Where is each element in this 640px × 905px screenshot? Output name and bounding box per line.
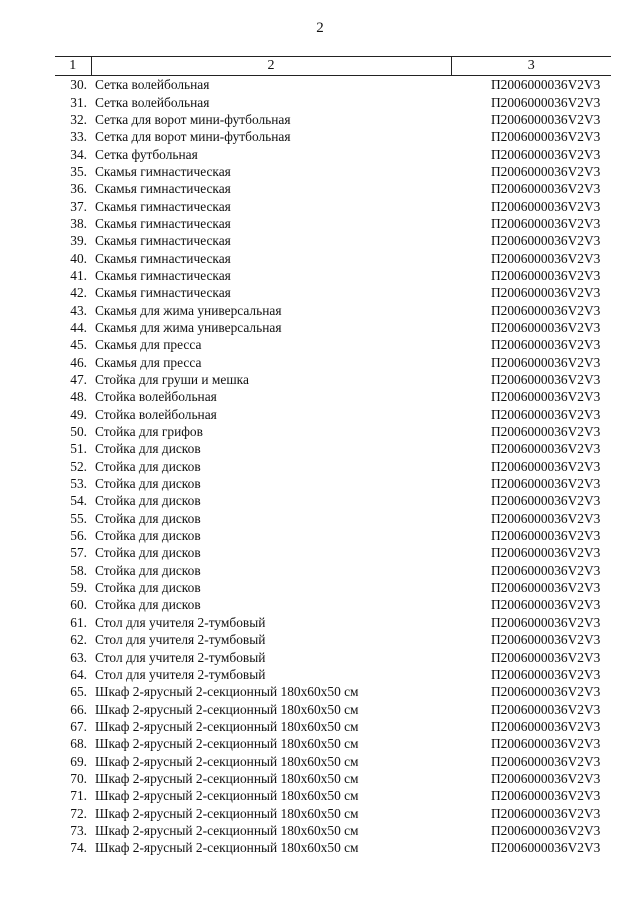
item-code: П2006000036V2V3 xyxy=(491,736,601,752)
item-code: П2006000036V2V3 xyxy=(491,319,601,335)
table-row xyxy=(55,614,611,631)
item-code: П2006000036V2V3 xyxy=(491,389,601,405)
table-row xyxy=(55,631,611,648)
table-row xyxy=(55,128,611,145)
item-name: Скамья гимнастическая xyxy=(95,250,231,266)
item-name: Шкаф 2-ярусный 2-секционный 180х60х50 см xyxy=(95,736,359,752)
row-number: 54. xyxy=(70,493,87,509)
row-number: 32. xyxy=(70,111,87,127)
item-code: П2006000036V2V3 xyxy=(491,510,601,526)
table-row xyxy=(55,163,611,180)
item-name: Стол для учителя 2-тумбовый xyxy=(95,666,266,682)
item-name: Стойка для дисков xyxy=(95,510,201,526)
item-name: Шкаф 2-ярусный 2-секционный 180х60х50 см xyxy=(95,701,359,717)
item-name: Стойка волейбольная xyxy=(95,406,217,422)
table-row xyxy=(55,197,611,214)
item-code: П2006000036V2V3 xyxy=(491,111,601,127)
table-row xyxy=(55,284,611,301)
row-number: 33. xyxy=(70,129,87,145)
row-number: 70. xyxy=(70,770,87,786)
item-name: Скамья гимнастическая xyxy=(95,267,231,283)
table-row xyxy=(55,145,611,162)
row-number: 45. xyxy=(70,337,87,353)
table-row xyxy=(55,354,611,371)
item-code: П2006000036V2V3 xyxy=(491,441,601,457)
item-name: Скамья гимнастическая xyxy=(95,233,231,249)
item-code: П2006000036V2V3 xyxy=(491,770,601,786)
item-code: П2006000036V2V3 xyxy=(491,822,601,838)
item-code: П2006000036V2V3 xyxy=(491,597,601,613)
item-name: Скамья гимнастическая xyxy=(95,198,231,214)
equipment-table-container xyxy=(55,56,611,856)
row-number: 41. xyxy=(70,267,87,283)
page-number: 2 xyxy=(316,20,324,36)
table-row xyxy=(55,839,611,856)
item-code: П2006000036V2V3 xyxy=(491,285,601,301)
table-row xyxy=(55,111,611,128)
item-name: Стол для учителя 2-тумбовый xyxy=(95,614,266,630)
item-name: Шкаф 2-ярусный 2-секционный 180х60х50 см xyxy=(95,753,359,769)
row-number: 53. xyxy=(70,476,87,492)
table-row xyxy=(55,562,611,579)
row-number: 30. xyxy=(70,77,87,93)
item-code: П2006000036V2V3 xyxy=(491,146,601,162)
row-number: 47. xyxy=(70,372,87,388)
item-name: Сетка волейбольная xyxy=(95,94,210,110)
item-name: Скамья гимнастическая xyxy=(95,285,231,301)
item-name: Стойка волейбольная xyxy=(95,389,217,405)
table-header xyxy=(55,57,611,76)
row-number: 59. xyxy=(70,580,87,596)
item-name: Сетка футбольная xyxy=(95,146,198,162)
row-number: 65. xyxy=(70,684,87,700)
item-code: П2006000036V2V3 xyxy=(491,406,601,422)
row-number: 52. xyxy=(70,458,87,474)
row-number: 37. xyxy=(70,198,87,214)
row-number: 43. xyxy=(70,302,87,318)
item-code: П2006000036V2V3 xyxy=(491,649,601,665)
item-code: П2006000036V2V3 xyxy=(491,684,601,700)
row-number: 60. xyxy=(70,597,87,613)
table-row xyxy=(55,700,611,717)
table-row xyxy=(55,596,611,613)
table-row xyxy=(55,579,611,596)
header-col-2: 2 xyxy=(91,57,451,76)
table-row xyxy=(55,388,611,405)
item-name: Стойка для дисков xyxy=(95,562,201,578)
item-name: Скамья гимнастическая xyxy=(95,163,231,179)
row-number: 46. xyxy=(70,354,87,370)
item-code: П2006000036V2V3 xyxy=(491,493,601,509)
table-body xyxy=(55,76,611,857)
item-name: Шкаф 2-ярусный 2-секционный 180х60х50 см xyxy=(95,684,359,700)
table-row xyxy=(55,180,611,197)
item-name: Шкаф 2-ярусный 2-секционный 180х60х50 см xyxy=(95,840,359,856)
item-name: Скамья для жима универсальная xyxy=(95,302,282,318)
item-code: П2006000036V2V3 xyxy=(491,545,601,561)
row-number: 58. xyxy=(70,562,87,578)
row-number: 56. xyxy=(70,528,87,544)
item-name: Шкаф 2-ярусный 2-секционный 180х60х50 см xyxy=(95,822,359,838)
table-row xyxy=(55,232,611,249)
row-number: 36. xyxy=(70,181,87,197)
item-code: П2006000036V2V3 xyxy=(491,424,601,440)
row-number: 40. xyxy=(70,250,87,266)
item-code: П2006000036V2V3 xyxy=(491,77,601,93)
item-name: Скамья для пресса xyxy=(95,354,202,370)
table-row xyxy=(55,492,611,509)
row-number: 55. xyxy=(70,510,87,526)
row-number: 42. xyxy=(70,285,87,301)
item-name: Стойка для дисков xyxy=(95,458,201,474)
item-name: Стол для учителя 2-тумбовый xyxy=(95,632,266,648)
row-number: 48. xyxy=(70,389,87,405)
table-row xyxy=(55,301,611,318)
item-code: П2006000036V2V3 xyxy=(491,805,601,821)
row-number: 66. xyxy=(70,701,87,717)
item-code: П2006000036V2V3 xyxy=(491,632,601,648)
item-code: П2006000036V2V3 xyxy=(491,233,601,249)
row-number: 67. xyxy=(70,718,87,734)
item-code: П2006000036V2V3 xyxy=(491,528,601,544)
item-code: П2006000036V2V3 xyxy=(491,476,601,492)
item-name: Шкаф 2-ярусный 2-секционный 180х60х50 см xyxy=(95,788,359,804)
item-code: П2006000036V2V3 xyxy=(491,250,601,266)
table-row xyxy=(55,336,611,353)
row-number: 57. xyxy=(70,545,87,561)
row-number: 71. xyxy=(70,788,87,804)
item-code: П2006000036V2V3 xyxy=(491,354,601,370)
row-number: 62. xyxy=(70,632,87,648)
table-row xyxy=(55,544,611,561)
row-number: 38. xyxy=(70,215,87,231)
row-number: 34. xyxy=(70,146,87,162)
row-number: 73. xyxy=(70,822,87,838)
row-number: 63. xyxy=(70,649,87,665)
row-number: 44. xyxy=(70,319,87,335)
item-code: П2006000036V2V3 xyxy=(491,718,601,734)
item-code: П2006000036V2V3 xyxy=(491,181,601,197)
item-name: Стойка для дисков xyxy=(95,528,201,544)
table-row xyxy=(55,787,611,804)
item-name: Стойка для груши и мешка xyxy=(95,372,249,388)
table-row xyxy=(55,267,611,284)
table-row xyxy=(55,527,611,544)
table-row xyxy=(55,752,611,769)
item-name: Стойка для дисков xyxy=(95,545,201,561)
item-code: П2006000036V2V3 xyxy=(491,580,601,596)
table-row xyxy=(55,510,611,527)
table-row xyxy=(55,319,611,336)
table-row xyxy=(55,475,611,492)
row-number: 51. xyxy=(70,441,87,457)
item-code: П2006000036V2V3 xyxy=(491,198,601,214)
row-number: 64. xyxy=(70,666,87,682)
item-name: Стойка для дисков xyxy=(95,476,201,492)
row-number: 61. xyxy=(70,614,87,630)
item-name: Шкаф 2-ярусный 2-секционный 180х60х50 см xyxy=(95,718,359,734)
table-row xyxy=(55,770,611,787)
header-col-3: 3 xyxy=(451,57,611,76)
item-name: Скамья для пресса xyxy=(95,337,202,353)
table-row xyxy=(55,804,611,821)
table-row xyxy=(55,666,611,683)
item-name: Стойка для дисков xyxy=(95,493,201,509)
item-code: П2006000036V2V3 xyxy=(491,163,601,179)
row-number: 31. xyxy=(70,94,87,110)
item-code: П2006000036V2V3 xyxy=(491,215,601,231)
item-code: П2006000036V2V3 xyxy=(491,302,601,318)
item-name: Сетка для ворот мини-футбольная xyxy=(95,129,291,145)
item-name: Скамья для жима универсальная xyxy=(95,319,282,335)
item-name: Сетка волейбольная xyxy=(95,77,210,93)
item-name: Стойка для дисков xyxy=(95,597,201,613)
row-number: 72. xyxy=(70,805,87,821)
table-row xyxy=(55,406,611,423)
item-code: П2006000036V2V3 xyxy=(491,458,601,474)
item-name: Шкаф 2-ярусный 2-секционный 180х60х50 см xyxy=(95,770,359,786)
row-number: 35. xyxy=(70,163,87,179)
item-name: Скамья гимнастическая xyxy=(95,215,231,231)
table-row xyxy=(55,93,611,110)
table-row xyxy=(55,440,611,457)
table-row xyxy=(55,648,611,665)
item-code: П2006000036V2V3 xyxy=(491,562,601,578)
item-code: П2006000036V2V3 xyxy=(491,666,601,682)
item-name: Стойка для грифов xyxy=(95,424,203,440)
table-row xyxy=(55,249,611,266)
item-name: Сетка для ворот мини-футбольная xyxy=(95,111,291,127)
table-row xyxy=(55,423,611,440)
item-code: П2006000036V2V3 xyxy=(491,614,601,630)
item-code: П2006000036V2V3 xyxy=(491,701,601,717)
table-row xyxy=(55,718,611,735)
table-row xyxy=(55,215,611,232)
row-number: 50. xyxy=(70,424,87,440)
item-name: Шкаф 2-ярусный 2-секционный 180х60х50 см xyxy=(95,805,359,821)
table-row xyxy=(55,371,611,388)
item-code: П2006000036V2V3 xyxy=(491,788,601,804)
item-code: П2006000036V2V3 xyxy=(491,840,601,856)
equipment-table xyxy=(55,56,611,856)
row-number: 68. xyxy=(70,736,87,752)
item-code: П2006000036V2V3 xyxy=(491,94,601,110)
header-col-1: 1 xyxy=(55,57,91,76)
table-row xyxy=(55,735,611,752)
item-code: П2006000036V2V3 xyxy=(491,129,601,145)
item-code: П2006000036V2V3 xyxy=(491,753,601,769)
item-code: П2006000036V2V3 xyxy=(491,267,601,283)
item-code: П2006000036V2V3 xyxy=(491,337,601,353)
item-code: П2006000036V2V3 xyxy=(491,372,601,388)
row-number: 74. xyxy=(70,840,87,856)
row-number: 69. xyxy=(70,753,87,769)
row-number: 39. xyxy=(70,233,87,249)
row-number: 49. xyxy=(70,406,87,422)
item-name: Скамья гимнастическая xyxy=(95,181,231,197)
item-name: Стол для учителя 2-тумбовый xyxy=(95,649,266,665)
table-row xyxy=(55,76,611,94)
item-name: Стойка для дисков xyxy=(95,580,201,596)
table-row xyxy=(55,458,611,475)
table-row xyxy=(55,683,611,700)
table-row xyxy=(55,822,611,839)
item-name: Стойка для дисков xyxy=(95,441,201,457)
